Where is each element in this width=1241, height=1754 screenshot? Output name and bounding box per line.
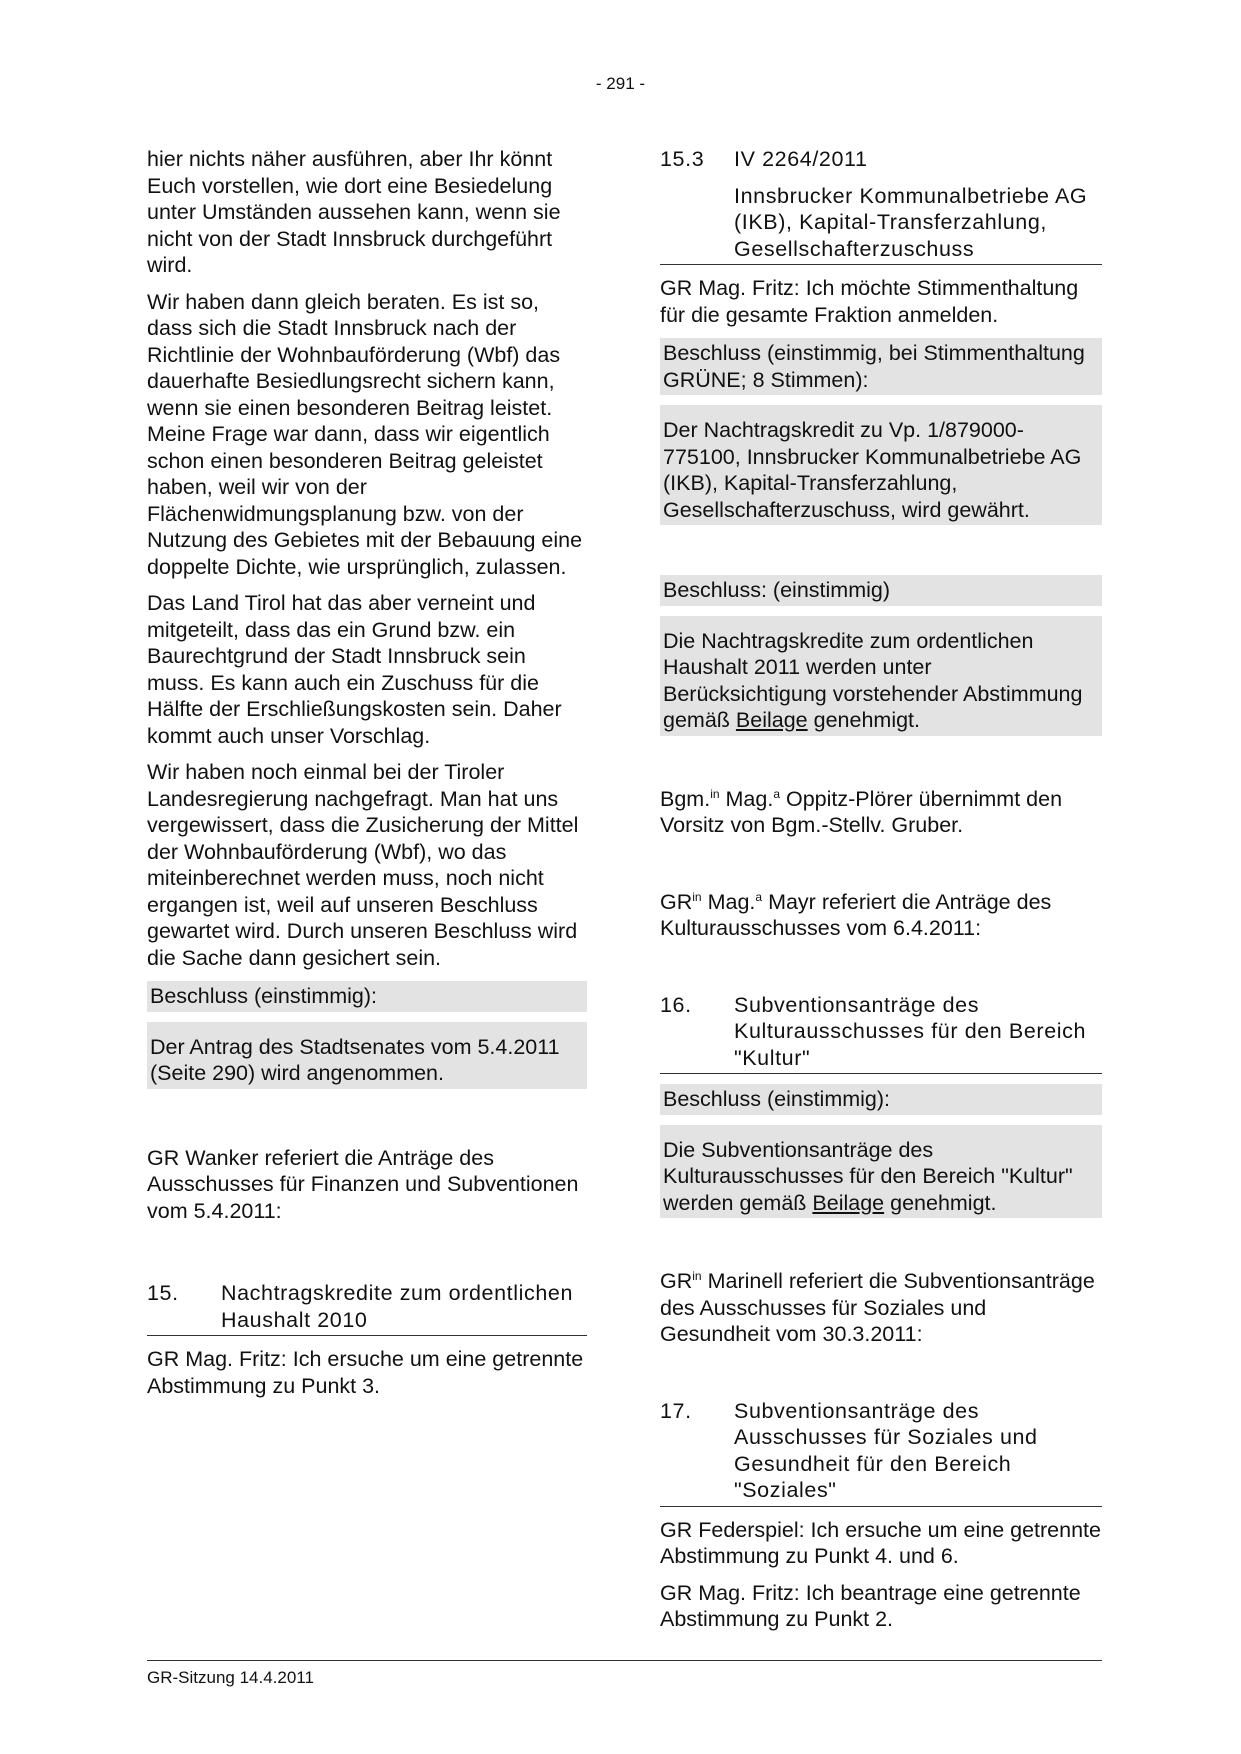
resolution-label: Beschluss (einstimmig): [660,1084,1102,1115]
resolution-box [660,575,1102,736]
resolution-box [660,1084,1102,1218]
agenda-item-17 [660,1398,1102,1507]
resolution-box [660,338,1102,525]
referent-line: $GR^{in}$ Mag.$^a$ Mayr referiert die Anträge des Kulturausschusses vom 6.4.2011: [660,889,1052,940]
beilage-link[interactable]: Beilage [735,708,808,732]
statement: GR Mag. Fritz: Ich möchte Stimmenthaltung für die gesamte Fraktion anmelden. [660,276,1079,327]
resolution-text: Die Subventionsanträge des Kulturausschusses für den Bereich "Kultur" werden gemäß Beilage genehmigt. [660,1135,1102,1219]
resolution-label: Beschluss (einstimmig): [147,981,587,1012]
resolution-label: Beschluss: (einstimmig) [660,575,1102,606]
footer: GR-Sitzung 14.4.2011 [147,1660,1102,1688]
right-column [660,146,1102,1643]
agenda-item-15-3 [660,146,1102,173]
agenda-item-number: 15.3 [660,147,705,171]
beilage-link[interactable]: Beilage [812,1190,885,1215]
paragraph: Das Land Tirol hat das aber verneint und mitgeteilt, dass das ein Grund bzw. ein Baurechtgrund der Stadt Innsbruck sein muss. Es kann auch ein Zuschuss für die Hälfte der Erschließungskosten sein. Daher kommt auch unser Vorschlag. [147,591,562,748]
referent-line: $GR^{in}$ Marinell referiert die Subventionsanträge des Ausschusses für Soziales und Gesundheit vom 30.3.2011: [660,1268,1095,1346]
referent-line: GR Wanker referiert die Anträge des Ausschusses für Finanzen und Subventionen vom 5.4.2011: [147,1145,579,1223]
agenda-item-ref: IV 2264/2011 [734,147,868,171]
agenda-item-15-3-title [660,183,1102,266]
chair-change-line: Bgm.$^{in}$ Mag.$^a$ Oppitz-Plörer übernimmt den Vorsitz von Bgm.-Stellv. Gruber. [660,786,1063,837]
agenda-item-number: 15. [147,1281,179,1305]
agenda-item-16 [660,992,1102,1075]
resolution-box [147,981,587,1089]
paragraph: Wir haben noch einmal bei der Tiroler Landesregierung nachgefragt. Man hat uns vergewissert, dass die Zusicherung der Mittel der Wohnbauförderung (Wbf), wo das miteinberechnet werden muss, noch nicht ergangen ist, weil auf unseren Beschluss gewartet wird. Durch unseren Beschluss wird die Sache dann gesichert sein. [147,760,579,970]
resolution-text: Der Nachtragskredit zu Vp. 1/879000-775100, Innsbrucker Kommunalbetriebe AG (IKB), Kapital-Transferzahlung, Gesellschafterzuschuss, wird gewährt. [660,415,1102,525]
page-number: - 291 - [595,74,646,93]
agenda-item-number: 17. [660,1398,692,1423]
paragraph: Wir haben dann gleich beraten. Es ist so, dass sich die Stadt Innsbruck nach der Richtlinie der Wohnbauförderung (Wbf) das dauerhafte Besiedlungsrecht sichern kann, wenn sie einen besonderen Beitrag leistet. Meine Frage war dann, dass wir eigentlich schon einen besonderen Beitrag geleistet haben, weil wir von der Flächenwidmungsplanung bzw. von der Nutzung des Gebietes mit der Bebauung eine doppelte Dichte, wie ursprünglich, zulassen. [147,289,583,579]
paragraph: hier nichts näher ausführen, aber Ihr könnt Euch vorstellen, wie dort eine Besiedelung unter Umständen aussehen kann, wenn sie nicht von der Stadt Innsbruck durchgeführt wird. [147,147,561,277]
agenda-item-title: Subventionsanträge des Ausschusses für Soziales und Gesundheit für den Bereich "Soziales" [734,1398,1038,1502]
agenda-item-title: Nachtragskredite zum ordentlichen Haushalt 2010 [221,1281,574,1332]
resolution-label: Beschluss (einstimmig, bei Stimmenthaltung GRÜNE; 8 Stimmen): [660,338,1102,395]
resolution-text: Der Antrag des Stadtsenates vom 5.4.2011 (Seite 290) wird angenommen. [147,1032,587,1089]
statement: GR Federspiel: Ich ersuche um eine getrennte Abstimmung zu Punkt 4. und 6. [660,1517,1101,1568]
left-column [147,146,587,1409]
agenda-item-title: Subventionsanträge des Kulturausschusses für den Bereich "Kultur" [734,992,1087,1070]
statement: GR Mag. Fritz: Ich beantrage eine getrennte Abstimmung zu Punkt 2. [660,1580,1081,1631]
agenda-item-number: 16. [660,992,692,1017]
agenda-item-title: Innsbrucker Kommunalbetriebe AG (IKB), Kapital-Transferzahlung, Gesellschafterzuschuss [734,183,1088,261]
statement: GR Mag. Fritz: Ich ersuche um eine getrennte Abstimmung zu Punkt 3. [147,1347,584,1398]
agenda-item-15 [147,1280,587,1336]
resolution-text: Die Nachtragskredite zum ordentlichen Haushalt 2011 werden unter Berücksichtigung vorstehender Abstimmung gemäß Beilage genehmigt. [660,626,1102,736]
